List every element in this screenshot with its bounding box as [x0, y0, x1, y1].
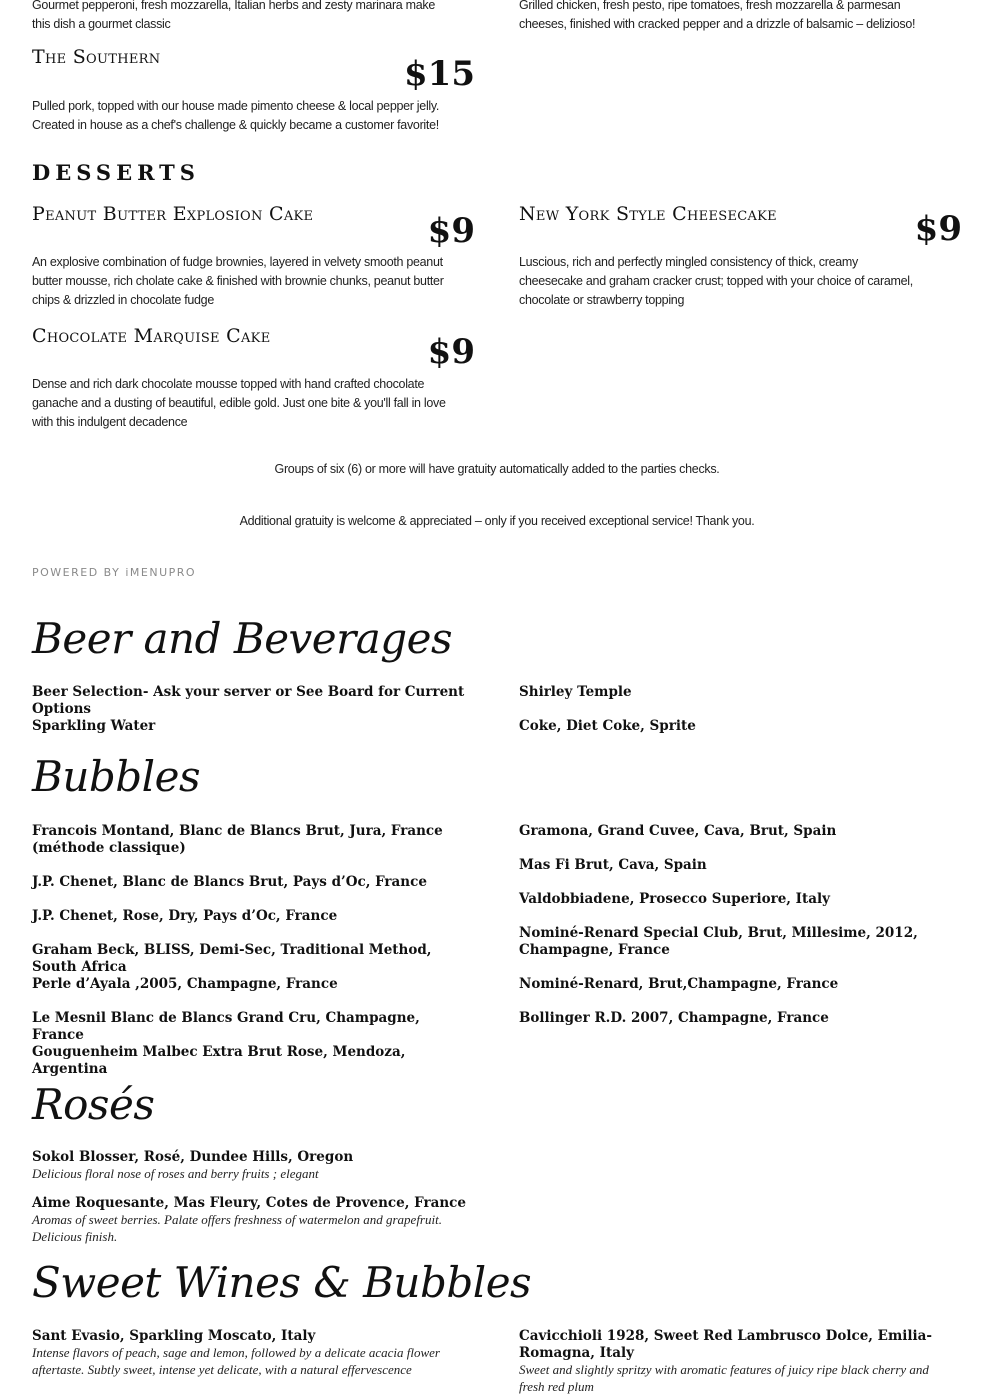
wine-item: Graham Beck, BLISS, Demi-Sec, Traditional Method, South Africa	[32, 942, 432, 975]
powered-by-link[interactable]: POWERED BY iMENUPRO	[32, 566, 197, 579]
dish-title-ny-cheesecake: New York Style Cheesecake	[519, 203, 777, 225]
wine-item: Nominé-Renard, Brut,Champagne, France	[519, 976, 839, 992]
additional-gratuity-notice: Additional gratuity is welcome & appreciated – only if you received exceptional service! Thank you.	[239, 514, 755, 528]
wine-item: Nominé-Renard Special Club, Brut, Millesime, 2012, Champagne, France	[519, 925, 918, 958]
dish-price-chocolate-marquise: $9	[427, 332, 475, 372]
section-heading-desserts: DESSERTS	[32, 160, 200, 185]
wine-item-name: Sant Evasio, Sparkling Moscato, Italy	[32, 1328, 316, 1344]
pizza-description-partial-right: Grilled chicken, fresh pesto, ripe tomatoes, fresh mozzarella & parmesan cheeses, finished with cracked pepper and a drizzle of balsamic – delizioso!	[519, 0, 916, 31]
section-heading-beer: Beer and Beverages	[32, 614, 453, 663]
wine-item-name: Cavicchioli 1928, Sweet Red Lambrusco Dolce, Emilia-Romagna, Italy	[519, 1328, 932, 1361]
section-heading-roses: Rosés	[32, 1080, 155, 1129]
wine-item-description: Intense flavors of peach, sage and lemon, followed by a delicate acacia flower aftertaste. Subtly sweet, intense yet delicate, with a natural effervescence	[32, 1345, 440, 1377]
gratuity-notice: Groups of six (6) or more will have gratuity automatically added to the parties checks.	[274, 462, 720, 476]
dish-description-peanut-butter-cake: An explosive combination of fudge brownies, layered in velvety smooth peanut butter mousse, rich cholate cake & finished with brownie chunks, peanut butter chips & drizzled in chocolate fudge	[32, 255, 444, 307]
wine-item-name: Aime Roquesante, Mas Fleury, Cotes de Provence, France	[32, 1195, 466, 1211]
wine-item: Bollinger R.D. 2007, Champagne, France	[519, 1010, 829, 1026]
wine-item-description: Aromas of sweet berries. Palate offers freshness of watermelon and grapefruit. Delicious finish.	[32, 1212, 442, 1244]
wine-item-description: Delicious floral nose of roses and berry fruits ; elegant	[32, 1166, 319, 1181]
wine-item: Perle d’Ayala ,2005, Champagne, France	[32, 976, 338, 992]
wine-item-description: Sweet and slightly spritzy with aromatic features of juicy ripe black cherry and fresh red plum	[519, 1362, 929, 1394]
dish-title-southern: The Southern	[32, 46, 161, 68]
dish-price-southern: $15	[404, 54, 475, 94]
dish-price-ny-cheesecake: $9	[914, 209, 962, 249]
beverage-item: Beer Selection- Ask your server or See Board for Current Options	[32, 684, 465, 717]
wine-item: Mas Fi Brut, Cava, Spain	[519, 857, 707, 873]
section-heading-sweet-wines: Sweet Wines & Bubbles	[32, 1258, 532, 1307]
dish-description-southern: Pulled pork, topped with our house made pimento cheese & local pepper jelly. Created in house as a chef's challenge & quickly became a customer favorite!	[32, 99, 440, 132]
dish-description-chocolate-marquise: Dense and rich dark chocolate mousse topped with hand crafted chocolate ganache and a dusting of beautiful, edible gold. Just one bite & you'll fall in love with this indulgent decadence	[32, 377, 446, 429]
section-heading-bubbles: Bubbles	[32, 752, 201, 801]
beverage-item: Shirley Temple	[519, 684, 632, 700]
dish-price-peanut-butter-cake: $9	[427, 211, 475, 251]
wine-item: J.P. Chenet, Rose, Dry, Pays d’Oc, France	[32, 908, 338, 924]
pizza-description-partial: Gourmet pepperoni, fresh mozzarella, Italian herbs and zesty marinara make this dish a gourmet classic	[32, 0, 436, 31]
wine-item: Valdobbiadene, Prosecco Superiore, Italy	[519, 891, 830, 907]
wine-item: J.P. Chenet, Blanc de Blancs Brut, Pays d’Oc, France	[32, 874, 427, 890]
wine-item: Le Mesnil Blanc de Blancs Grand Cru, Champagne, France	[32, 1010, 420, 1043]
wine-item: Francois Montand, Blanc de Blancs Brut, Jura, France (méthode classique)	[32, 823, 443, 856]
beverage-item: Coke, Diet Coke, Sprite	[519, 718, 696, 734]
wine-item: Gouguenheim Malbec Extra Brut Rose, Mendoza, Argentina	[32, 1044, 406, 1077]
dish-description-ny-cheesecake: Luscious, rich and perfectly mingled consistency of thick, creamy cheesecake and graham cracker crust; topped with your choice of caramel, chocolate or strawberry topping	[519, 255, 913, 307]
dish-title-peanut-butter-cake: Peanut Butter Explosion Cake	[32, 203, 314, 225]
dish-title-chocolate-marquise: Chocolate Marquise Cake	[32, 325, 271, 347]
beverage-item: Sparkling Water	[32, 718, 156, 734]
wine-item: Gramona, Grand Cuvee, Cava, Brut, Spain	[519, 823, 837, 839]
wine-item-name: Sokol Blosser, Rosé, Dundee Hills, Oregon	[32, 1149, 354, 1165]
